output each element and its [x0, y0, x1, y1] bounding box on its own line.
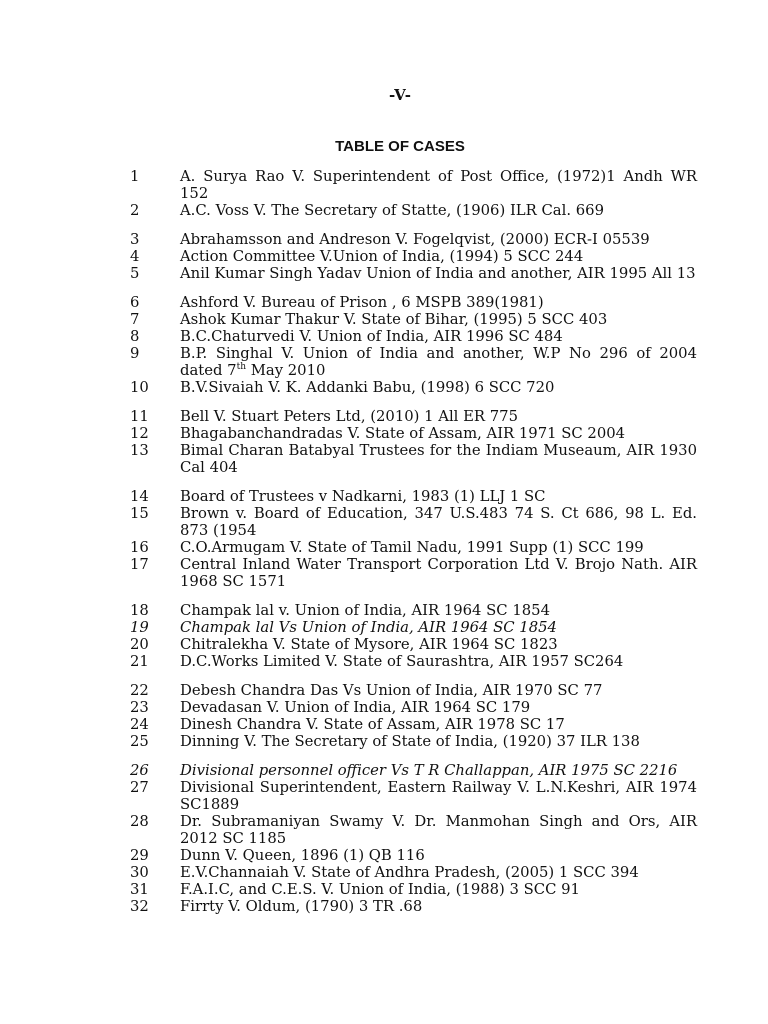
table-row: [0, 881, 768, 898]
table-row: [0, 733, 768, 750]
case-number: 21: [130, 653, 149, 670]
case-citation: Divisional Superintendent, Eastern Railway V. L.N.Keshri, AIR 1974 SC1889: [180, 779, 697, 813]
case-citation: C.O.Armugam V. State of Tamil Nadu, 1991 Supp (1) SCC 199: [180, 539, 644, 556]
case-citation: F.A.I.C, and C.E.S. V. Union of India, (1988) 3 SCC 91: [180, 881, 580, 898]
table-row: [0, 488, 768, 505]
case-citation-text: B.P. Singhal V. Union of India and another, W.P No 296 of 2004 dated 7: [180, 345, 697, 379]
table-row: [0, 408, 768, 425]
case-citation: Dinesh Chandra V. State of Assam, AIR 1978 SC 17: [180, 716, 565, 733]
case-number: 3: [130, 231, 140, 248]
case-citation: Devadasan V. Union of India, AIR 1964 SC 179: [180, 699, 531, 716]
case-citation: Brown v. Board of Education, 347 U.S.483 74 S. Ct 686, 98 L. Ed. 873 (1954: [180, 505, 697, 539]
table-row: [0, 505, 768, 539]
table-row: [0, 619, 768, 636]
case-number: 12: [130, 425, 149, 442]
case-number: 18: [130, 602, 149, 619]
case-citation: A.C. Voss V. The Secretary of Statte, (1906) ILR Cal. 669: [180, 202, 604, 219]
case-citation: Dr. Subramaniyan Swamy V. Dr. Manmohan Singh and Ors, AIR 2012 SC 1185: [180, 813, 697, 847]
case-number: 31: [130, 881, 149, 898]
case-citation: Central Inland Water Transport Corporation Ltd V. Brojo Nath. AIR 1968 SC 1571: [180, 556, 697, 590]
table-row: [0, 328, 768, 345]
case-citation: Dunn V. Queen, 1896 (1) QB 116: [180, 847, 425, 864]
table-row: [0, 294, 768, 311]
case-number: 23: [130, 699, 149, 716]
case-citation: Bhagabanchandradas V. State of Assam, AIR 1971 SC 2004: [180, 425, 626, 442]
case-number: 25: [130, 733, 149, 750]
case-citation: Abrahamsson and Andreson V. Fogelqvist, (2000) ECR-I 05539: [180, 231, 650, 248]
case-citation: Debesh Chandra Das Vs Union of India, AIR 1970 SC 77: [180, 682, 603, 699]
case-number: 28: [130, 813, 149, 830]
case-citation: Ashford V. Bureau of Prison , 6 MSPB 389(1981): [180, 294, 544, 311]
case-number: 16: [130, 539, 149, 556]
table-row: [0, 779, 768, 813]
case-citation: Bell V. Stuart Peters Ltd, (2010) 1 All ER 775: [180, 408, 519, 425]
table-row: [0, 425, 768, 442]
table-row: [0, 442, 768, 476]
case-citation: [180, 345, 697, 379]
case-number: 13: [130, 442, 149, 459]
case-number: 24: [130, 716, 149, 733]
case-number: 2: [130, 202, 140, 219]
table-row: [0, 653, 768, 670]
table-row: [0, 556, 768, 590]
case-citation: Bimal Charan Batabyal Trustees for the Indiam Museaum, AIR 1930 Cal 404: [180, 442, 697, 476]
case-number: 1: [130, 168, 140, 185]
case-citation: Firrty V. Oldum, (1790) 3 TR .68: [180, 898, 423, 915]
case-number: 19: [130, 619, 149, 636]
ordinal-suffix: th: [236, 362, 247, 373]
table-row: [0, 345, 768, 379]
case-citation: Chitralekha V. State of Mysore, AIR 1964 SC 1823: [180, 636, 558, 653]
table-row: [0, 716, 768, 733]
table-row: [0, 682, 768, 699]
table-row: [0, 699, 768, 716]
page-title: TABLE OF CASES: [335, 138, 465, 155]
case-number: 7: [130, 311, 140, 328]
case-number: 30: [130, 864, 149, 881]
case-citation: B.C.Chaturvedi V. Union of India, AIR 1996 SC 484: [180, 328, 563, 345]
case-number: 14: [130, 488, 149, 505]
table-row: [0, 379, 768, 396]
case-number: 17: [130, 556, 149, 573]
table-row: [0, 813, 768, 847]
table-row: [0, 898, 768, 915]
table-row: [0, 311, 768, 328]
table-row: [0, 202, 768, 219]
table-row: [0, 636, 768, 653]
case-number: 15: [130, 505, 149, 522]
case-number: 10: [130, 379, 149, 396]
table-row: [0, 847, 768, 864]
case-citation-text-after: May 2010: [246, 362, 326, 379]
table-row: [0, 168, 768, 202]
case-number: 32: [130, 898, 149, 915]
case-number: 22: [130, 682, 149, 699]
table-row: [0, 248, 768, 265]
case-citation: Board of Trustees v Nadkarni, 1983 (1) LLJ 1 SC: [180, 488, 546, 505]
case-citation: A. Surya Rao V. Superintendent of Post Office, (1972)1 Andh WR 152: [180, 168, 697, 202]
case-citation: Dinning V. The Secretary of State of India, (1920) 37 ILR 138: [180, 733, 640, 750]
case-citation: Champak lal v. Union of India, AIR 1964 SC 1854: [180, 602, 550, 619]
case-number: 29: [130, 847, 149, 864]
case-number: 9: [130, 345, 140, 362]
case-number: 27: [130, 779, 149, 796]
table-row: [0, 602, 768, 619]
case-number: 6: [130, 294, 140, 311]
case-number: 11: [130, 408, 149, 425]
case-number: 5: [130, 265, 140, 282]
case-number: 4: [130, 248, 140, 265]
case-citation: Ashok Kumar Thakur V. State of Bihar, (1995) 5 SCC 403: [180, 311, 608, 328]
case-number: 20: [130, 636, 149, 653]
case-list: [0, 168, 768, 915]
table-row: [0, 539, 768, 556]
case-citation: Champak lal Vs Union of India, AIR 1964 SC 1854: [180, 619, 557, 636]
case-number: 8: [130, 328, 140, 345]
table-row: [0, 864, 768, 881]
case-citation: E.V.Channaiah V. State of Andhra Pradesh, (2005) 1 SCC 394: [180, 864, 639, 881]
case-citation: Action Committee V.Union of India, (1994) 5 SCC 244: [180, 248, 584, 265]
case-citation: B.V.Sivaiah V. K. Addanki Babu, (1998) 6 SCC 720: [180, 379, 555, 396]
table-row: [0, 762, 768, 779]
case-number: 26: [130, 762, 149, 779]
case-citation: D.C.Works Limited V. State of Saurashtra, AIR 1957 SC264: [180, 653, 624, 670]
case-citation: Divisional personnel officer Vs T R Challappan, AIR 1975 SC 2216: [180, 762, 678, 779]
case-citation: Anil Kumar Singh Yadav Union of India and another, AIR 1995 All 13: [180, 265, 696, 282]
page-number: -V-: [389, 86, 411, 104]
table-row: [0, 265, 768, 282]
table-row: [0, 231, 768, 248]
